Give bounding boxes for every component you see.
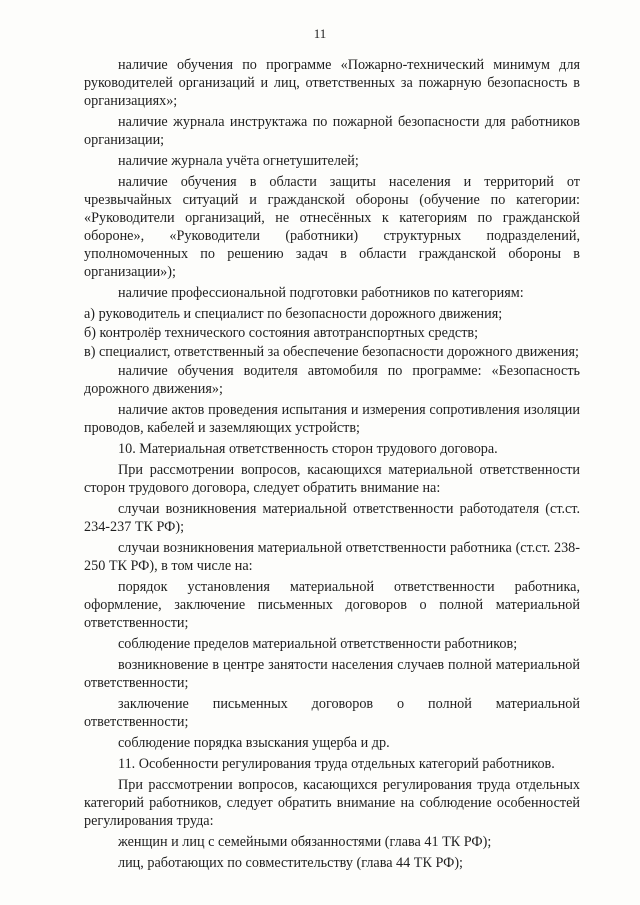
paragraph: При рассмотрении вопросов, касающихся регулирования труда отдельных категорий работников, следует обратить внимание на соблюдение особенностей регулирования труда:: [84, 777, 580, 829]
page-number: 11: [313, 26, 327, 41]
paragraph: наличие профессиональной подготовки работников по категориям:: [118, 285, 524, 301]
paragraph: наличие журнала инструктажа по пожарной безопасности для работников организации;: [84, 114, 580, 148]
paragraph: лиц, работающих по совместительству (глава 44 ТК РФ);: [118, 855, 463, 871]
paragraph: возникновение в центре занятости населения случаев полной материальной ответственности;: [84, 657, 580, 691]
paragraph: 10. Материальная ответственность сторон трудового договора.: [118, 441, 498, 457]
paragraph: При рассмотрении вопросов, касающихся материальной ответственности сторон трудового договора, следует обратить внимание на:: [84, 462, 580, 496]
paragraph: наличие актов проведения испытания и измерения сопротивления изоляции проводов, кабелей и заземляющих устройств;: [84, 402, 580, 436]
paragraph: соблюдение порядка взыскания ущерба и др.: [118, 735, 390, 751]
document-body: [84, 56, 580, 875]
paragraph: а) руководитель и специалист по безопасности дорожного движения;: [84, 306, 503, 322]
paragraph: б) контролёр технического состояния автотранспортных средств;: [84, 325, 479, 341]
paragraph: наличие обучения по программе «Пожарно-технический минимум для руководителей организаций и лиц, ответственных за пожарную безопасность в организациях»;: [84, 57, 580, 109]
paragraph: наличие журнала учёта огнетушителей;: [118, 153, 359, 169]
paragraph: случаи возникновения материальной ответственности работника (ст.ст. 238-250 ТК РФ), в том числе на:: [84, 540, 580, 574]
paragraph: 11. Особенности регулирования труда отдельных категорий работников.: [118, 756, 555, 772]
paragraph: порядок установления материальной ответственности работника, оформление, заключение письменных договоров о полной материальной ответственности;: [84, 579, 580, 631]
paragraph: в) специалист, ответственный за обеспечение безопасности дорожного движения;: [84, 344, 579, 360]
paragraph: соблюдение пределов материальной ответственности работников;: [118, 636, 518, 652]
paragraph: наличие обучения водителя автомобиля по программе: «Безопасность дорожного движения»;: [84, 363, 580, 397]
paragraph: наличие обучения в области защиты населения и территорий от чрезвычайных ситуаций и гражданской обороны (обучение по категории: «Руководители организаций, не отнесённых к категориям по гражданской обороне», «Руководители (работники) структурных подразделений, уполномоченных по решению задач в области гражданской обороны в организации»);: [84, 174, 580, 280]
paragraph: женщин и лиц с семейными обязанностями (глава 41 ТК РФ);: [118, 834, 492, 850]
paragraph: заключение письменных договоров о полной материальной ответственности;: [84, 696, 580, 730]
paragraph: случаи возникновения материальной ответственности работодателя (ст.ст. 234-237 ТК РФ);: [84, 501, 580, 535]
